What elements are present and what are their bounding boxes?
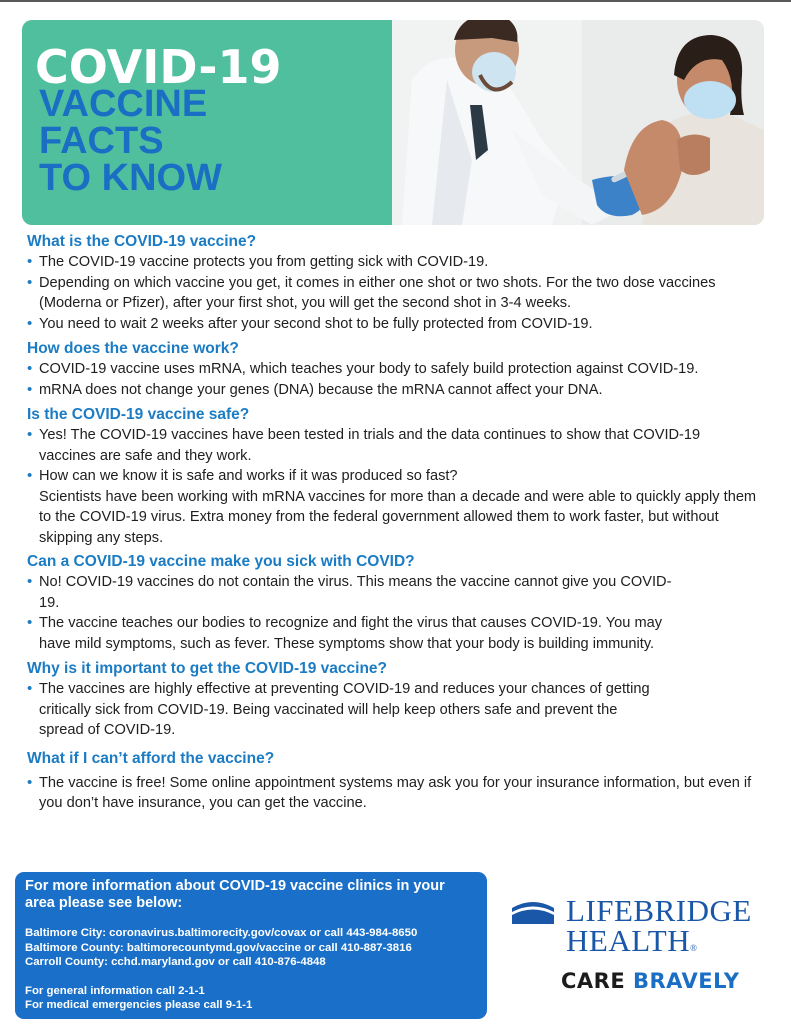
list-item: • COVID-19 vaccine uses mRNA, which teaches your body to safely build protection against COVID-19. [27, 359, 699, 380]
vaccination-photo [392, 20, 764, 225]
list-item-question: How can we know it is safe and works if it was produced so fast? [39, 468, 458, 484]
section-how-vaccine-works [27, 339, 767, 400]
info-box-heading: For more information about COVID-19 vaccine clinics in your area please see below: [25, 878, 445, 911]
question-heading: What is the COVID-19 vaccine? [27, 233, 257, 250]
list-item: • mRNA does not change your genes (DNA) because the mRNA cannot affect your DNA. [27, 380, 767, 401]
list-item: • The vaccines are highly effective at preventing COVID-19 and reduces your chances of getting critically sick from COVID-19. Being vaccinated will help keep others safe and prevent the spread of COVID-19. [27, 679, 654, 741]
contact-carroll-county: Carroll County: cchd.maryland.gov or call 410-876-4848 [25, 956, 326, 968]
list-item [27, 466, 759, 548]
question-heading: Can a COVID-19 vaccine make you sick with COVID? [27, 553, 415, 570]
bullet-list [27, 252, 767, 334]
list-item: • Depending on which vaccine you get, it comes in either one shot or two shots. For the two dose vaccines (Moderna or Pfizer), after your first shot, you will get the second shot in 3-4 weeks. [27, 273, 767, 314]
faq-content [27, 232, 767, 814]
question-heading: What if I can’t afford the vaccine? [27, 749, 275, 767]
bridge-logo-icon [510, 898, 556, 928]
bullet-list [27, 679, 767, 741]
vaccination-illustration [392, 20, 764, 225]
contact-baltimore-city: Baltimore City: coronavirus.baltimorecity.gov/covax or call 443-984-8650 [25, 927, 418, 939]
section-afford-vaccine [27, 749, 767, 814]
tagline-care: CARE [561, 969, 626, 993]
general-contacts [25, 984, 477, 1013]
bullet-list [27, 572, 767, 654]
top-border-line [0, 0, 791, 2]
question-heading: How does the vaccine work? [27, 340, 239, 357]
title-line-vaccine: VACCINE [39, 83, 208, 125]
logo-health-word: HEALTH [566, 923, 691, 958]
more-info-box [15, 872, 487, 1019]
list-item: • Yes! The COVID-19 vaccines have been tested in trials and the data continues to show that COVID-19 vaccines are safe and they work. [27, 425, 759, 466]
logo-text-health [566, 925, 697, 964]
logo-text-lifebridge: LIFEBRIDGE [566, 893, 752, 928]
list-item: • The vaccine teaches our bodies to recognize and fight the virus that causes COVID-19. You may have mild symptoms, such as fever. These symptoms show that your body is building immunity. [27, 613, 679, 654]
title-covid: COVID-19 [35, 40, 282, 94]
list-item-answer: Scientists have been working with mRNA vaccines for more than a decade and were able to quickly apply them to the COVID-19 virus. Extra money from the federal government allowed them to work faster, but without skipping any steps. [39, 488, 757, 546]
list-item: • No! COVID-19 vaccines do not contain the virus. This means the vaccine cannot give you COVID-19. [27, 572, 679, 613]
question-heading: Why is it important to get the COVID-19 vaccine? [27, 660, 387, 677]
bullet-list [27, 359, 767, 400]
bullet-list [27, 425, 767, 548]
title-panel [22, 20, 392, 225]
question-heading: Is the COVID-19 vaccine safe? [27, 406, 250, 423]
list-item: • The COVID-19 vaccine protects you from getting sick with COVID-19. [27, 252, 767, 273]
lifebridge-logo [510, 892, 770, 1002]
title-line-to-know: TO KNOW [39, 157, 222, 199]
tagline [561, 969, 739, 993]
contact-baltimore-county: Baltimore County: baltimorecountymd.gov/vaccine or call 410-887-3816 [25, 941, 412, 954]
header-banner [22, 20, 764, 225]
title-subtitle [39, 83, 222, 199]
county-contacts [25, 926, 477, 970]
list-item: • The vaccine is free! Some online appointment systems may ask you for your insurance information, but even if you don’t have insurance, you can get the vaccine. [27, 773, 759, 814]
section-vaccine-make-sick [27, 552, 767, 654]
tagline-bravely: BRAVELY [633, 969, 740, 993]
registered-mark: ® [690, 943, 698, 953]
section-is-vaccine-safe [27, 405, 767, 548]
section-what-is-vaccine [27, 232, 767, 334]
list-item: • You need to wait 2 weeks after your second shot to be fully protected from COVID-19. [27, 314, 767, 335]
title-line-facts: FACTS [39, 120, 164, 162]
bullet-list [27, 773, 767, 814]
emergency-line: For medical emergencies please call 9-1-1 [25, 999, 253, 1011]
general-info-line: For general information call 2-1-1 [25, 984, 205, 997]
section-why-important [27, 659, 767, 741]
